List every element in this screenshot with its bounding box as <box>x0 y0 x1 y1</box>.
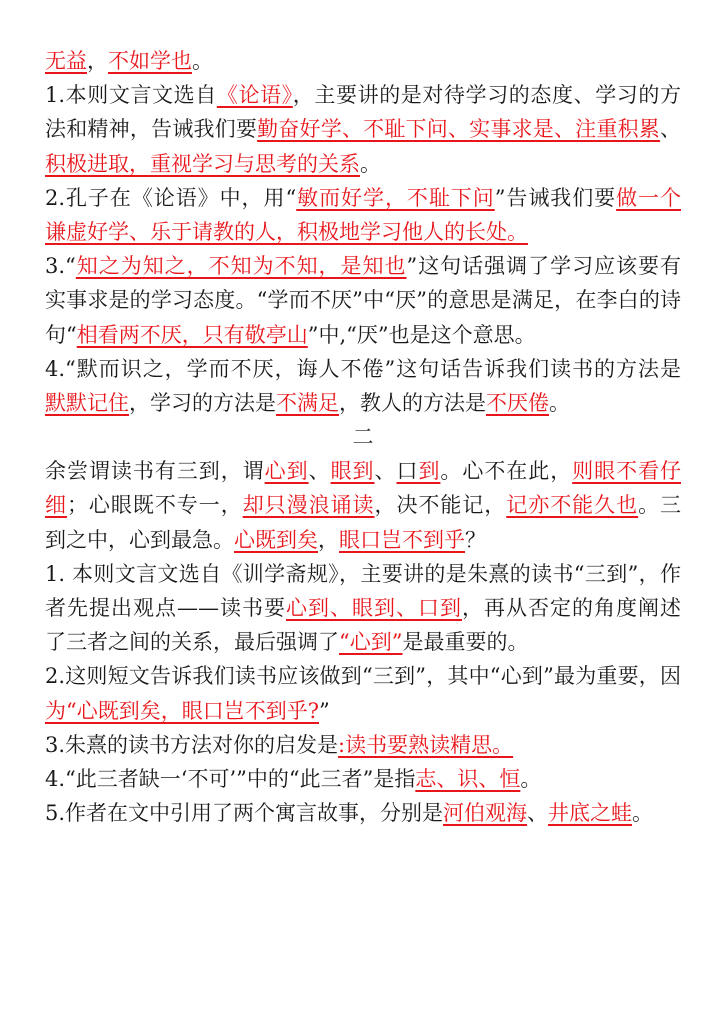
answer-text: 积极进取，重视学习与思考的关系 <box>45 151 360 176</box>
question-text: 1.本则文言文选自 <box>45 83 217 108</box>
question-text: 了三者之间的关系，最后强调了 <box>45 630 339 655</box>
text-line <box>45 283 681 317</box>
answer-text: 则眼不看仔 <box>572 459 681 484</box>
text-line <box>45 181 681 215</box>
answer-text: 默默记住 <box>45 390 129 415</box>
answer-text: 相看两不厌，只有敬亭山 <box>76 322 308 347</box>
question-text: 者先提出观点——读书要 <box>45 596 286 620</box>
question-text: ” <box>319 698 330 723</box>
answer-text: 井底之蛙 <box>548 801 633 826</box>
question-text: 2.孔子在《论语》中，用“ <box>45 185 297 210</box>
question-text: 口 <box>396 459 419 484</box>
question-text: 3.朱熹的读书方法对你的启发是 <box>45 732 339 757</box>
question-text: 到之中，心到最急。 <box>45 527 234 552</box>
question-text: 、 <box>374 459 397 484</box>
question-text: ，学习的方法是 <box>129 390 276 415</box>
question-text: ”这句话强调了学习应该要有 <box>406 254 681 279</box>
question-text: 4.“默而识之，学而不厌，诲人不倦”这句话告诉我们读书的方法是 <box>45 356 681 381</box>
answer-text: 眼口岂不到乎 <box>339 527 465 552</box>
question-text: 。 <box>360 151 381 176</box>
text-line <box>45 557 681 591</box>
text-line <box>45 694 681 728</box>
question-text: 。心不在此， <box>440 459 573 484</box>
text-line <box>45 728 681 762</box>
answer-text: 不如学也 <box>108 49 192 73</box>
answer-text: 知之为知之，不知为不知，是知也 <box>75 254 407 279</box>
question-text: ”中,“厌”也是这个意思。 <box>307 322 536 347</box>
answer-text: 无益 <box>45 49 87 73</box>
answer-text: 为“心既到矣，眼口岂不到乎? <box>45 698 319 723</box>
text-line <box>45 659 681 693</box>
question-text: ，决不能记， <box>374 493 507 518</box>
question-text: 2.这则短文告诉我们读书应该做到“三到”，其中“心到”最为重要，因 <box>45 664 681 689</box>
text-line <box>45 454 681 488</box>
text-line <box>45 215 681 249</box>
answer-text: 细 <box>45 493 67 518</box>
answer-text: “心到” <box>339 630 403 655</box>
answer-text: 到 <box>418 459 441 484</box>
answer-text: 心既到矣 <box>234 527 318 552</box>
question-text: 。 <box>549 390 570 415</box>
question-text: 实事求是的学习态度。“学而不厌”中“厌”的意思是满足，在李白的诗 <box>45 288 681 313</box>
text-line <box>45 352 681 386</box>
section-heading <box>45 420 681 454</box>
answer-text: 心到 <box>264 459 309 484</box>
question-text: ， <box>87 49 108 73</box>
question-text: 。 <box>520 766 542 791</box>
answer-text: 不满足 <box>276 390 339 415</box>
question-text: ，主要讲的是对待学习的态度、学习的方 <box>292 83 681 108</box>
text-line <box>45 762 681 796</box>
text-line <box>45 523 681 557</box>
question-text: 4.“此三者缺一‘不可’”中的“此三者”是指 <box>45 766 416 791</box>
question-text: 1. 本则文言文选自《训学斋规》，主要讲的是朱熹的读书“三到”，作 <box>45 561 681 586</box>
answer-text: 不厌倦 <box>486 390 549 415</box>
question-text: ，再从否定的角度阐述 <box>462 596 681 620</box>
question-text: ， <box>318 527 339 552</box>
question-text: 3.“ <box>45 254 76 279</box>
text-line <box>45 78 681 112</box>
question-text: ？ <box>465 527 486 552</box>
text-line <box>45 318 681 352</box>
answer-text: 《论语》 <box>216 83 293 108</box>
text-line <box>45 249 681 283</box>
question-text: 余尝谓读书有三到，谓 <box>45 459 265 484</box>
question-text: 句“ <box>45 322 77 347</box>
answer-text: 却只漫浪诵读 <box>242 493 375 518</box>
answer-text: 做一个 <box>616 185 681 210</box>
answer-text: 志、识、恒 <box>415 766 521 791</box>
answer-text: 谦虚好学、乐于请教的人，积极地学习他人的长处。 <box>45 219 528 244</box>
text-line <box>45 386 681 420</box>
answer-text: 眼到 <box>330 459 375 484</box>
answer-text: 敏而好学，不耻下问 <box>296 185 495 210</box>
question-text: 二 <box>352 425 374 450</box>
question-text: 。 <box>632 801 654 826</box>
text-line <box>45 44 681 78</box>
answer-text: :读书要熟读精思。 <box>338 732 514 757</box>
text-line <box>45 112 681 146</box>
answer-text: 记亦不能久也 <box>506 493 639 518</box>
question-text: 5.作者在文中引用了两个寓言故事，分别是 <box>45 801 444 826</box>
question-text: 、 <box>308 459 331 484</box>
text-line <box>45 147 681 181</box>
question-text: 是最重要的。 <box>402 630 529 655</box>
question-text: 法和精神，告诫我们要 <box>45 117 258 142</box>
question-text: ；心眼既不专一， <box>66 493 243 518</box>
document-page <box>45 44 681 830</box>
question-text: 、 <box>527 801 549 826</box>
answer-text: 河伯观海 <box>443 801 528 826</box>
question-text: 。三 <box>638 493 681 518</box>
text-line <box>45 625 681 659</box>
question-text: ，教人的方法是 <box>339 390 486 415</box>
question-text: ”告诫我们要 <box>494 185 617 210</box>
text-line <box>45 796 681 830</box>
text-line <box>45 591 681 625</box>
question-text: 。 <box>192 49 213 73</box>
question-text: 、 <box>660 117 681 142</box>
text-line <box>45 488 681 522</box>
answer-text: 心到、眼到、口到 <box>286 596 462 620</box>
answer-text: 勤奋好学、不耻下问、实事求是、注重积累 <box>257 117 661 142</box>
